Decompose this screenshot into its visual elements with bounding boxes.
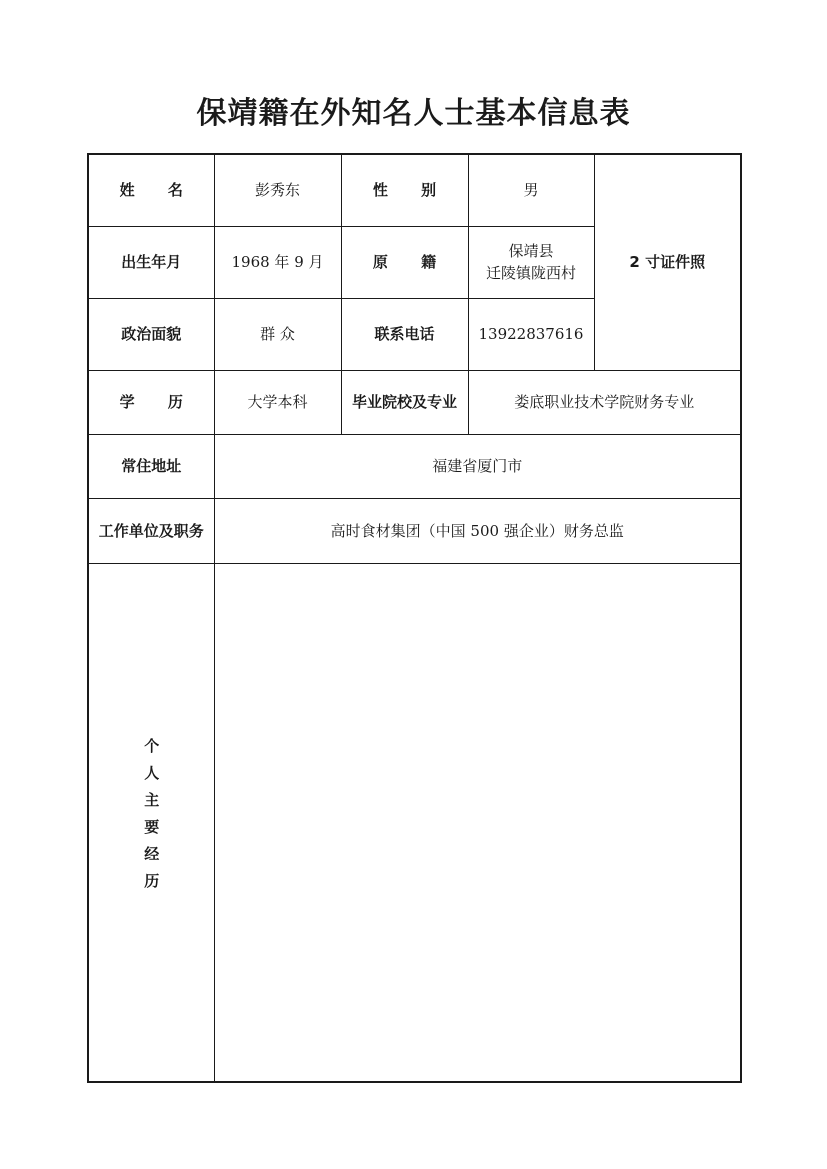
info-form-table bbox=[87, 153, 742, 1083]
address-label: 常住地址 bbox=[88, 434, 214, 498]
birth-label: 出生年月 bbox=[88, 226, 214, 298]
origin-value bbox=[468, 226, 594, 298]
gender-value: 男 bbox=[468, 154, 594, 226]
experience-label: 个人主要经历 bbox=[142, 738, 161, 901]
education-label: 学 历 bbox=[88, 370, 214, 434]
row-education bbox=[88, 370, 741, 434]
row-experience bbox=[88, 563, 741, 1082]
birth-value: 1968 年 9 月 bbox=[214, 226, 341, 298]
school-value: 娄底职业技术学院财务专业 bbox=[468, 370, 741, 434]
political-label: 政治面貌 bbox=[88, 298, 214, 370]
school-label: 毕业院校及专业 bbox=[341, 370, 468, 434]
experience-label-cell bbox=[88, 563, 214, 1082]
row-address bbox=[88, 434, 741, 498]
form-title: 保靖籍在外知名人士基本信息表 bbox=[196, 96, 631, 131]
origin-county: 保靖县 bbox=[508, 242, 554, 260]
name-label: 姓 名 bbox=[88, 154, 214, 226]
origin-label: 原 籍 bbox=[341, 226, 468, 298]
work-value: 高时食材集团（中国 500 强企业）财务总监 bbox=[214, 498, 741, 563]
name-value: 彭秀东 bbox=[214, 154, 341, 226]
phone-label: 联系电话 bbox=[341, 298, 468, 370]
gender-label: 性 别 bbox=[341, 154, 468, 226]
experience-content bbox=[214, 563, 741, 1082]
work-label: 工作单位及职务 bbox=[88, 498, 214, 563]
row-name-gender bbox=[88, 154, 741, 226]
education-value: 大学本科 bbox=[214, 370, 341, 434]
phone-value: 13922837616 bbox=[468, 298, 594, 370]
address-value: 福建省厦门市 bbox=[214, 434, 741, 498]
row-work bbox=[88, 498, 741, 563]
political-value: 群 众 bbox=[214, 298, 341, 370]
origin-village: 迁陵镇陇西村 bbox=[485, 264, 576, 282]
photo-placeholder: 2 寸证件照 bbox=[594, 154, 741, 370]
